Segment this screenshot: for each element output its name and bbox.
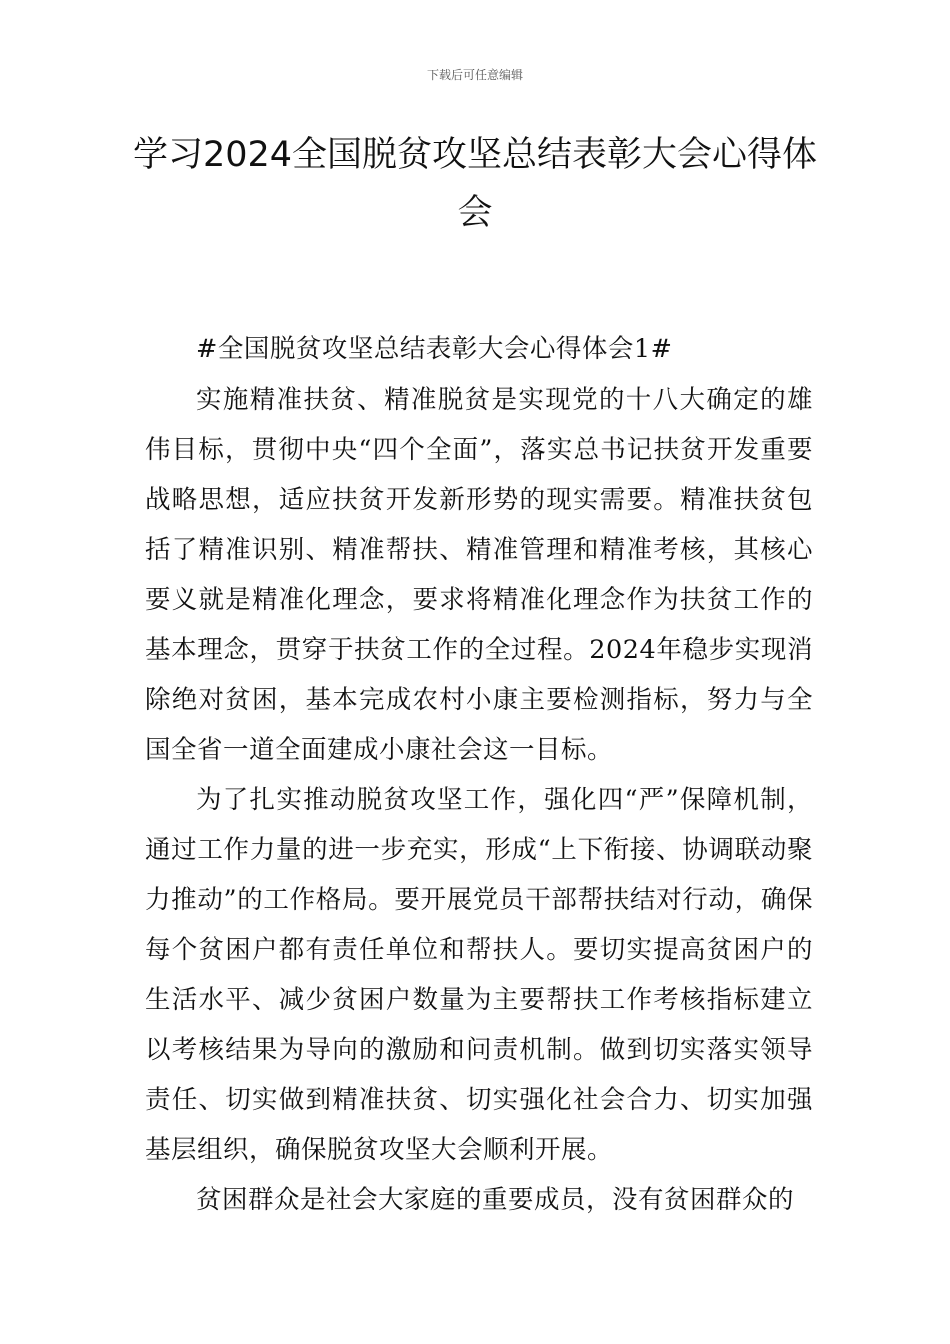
- paragraph-3: 贫困群众是社会大家庭的重要成员，没有贫困群众的: [196, 1185, 795, 1215]
- paragraph-1: 实施精准扶贫、精准脱贫是实现党的十八大确定的雄伟目标，贯彻中央“四个全面”，落实总书记扶贫开发重要战略思想，适应扶贫开发新形势的现实需要。精准扶贫包括了精准识别、精准帮扶、精准管理和精准考核，其核心要义就是精准化理念，要求将精准化理念作为扶贫工作的基本理念，贯穿于扶贫工作的全过程。2024年稳步实现消除绝对贫困，基本完成农村小康主要检测指标，努力与全国全省一道全面建成小康社会这一目标。: [145, 385, 813, 765]
- header-note: 下载后可任意编辑: [426, 68, 523, 82]
- section-heading: #全国脱贫攻坚总结表彰大会心得体会1#: [196, 334, 673, 364]
- document-body: [145, 324, 813, 1225]
- paragraph-2: 为了扎实推动脱贫攻坚工作，强化四“严”保障机制，通过工作力量的进一步充实，形成“上下衔接、协调联动聚力推动”的工作格局。要开展党员干部帮扶结对行动，确保每个贫困户都有责任单位和帮扶人。要切实提高贫困户的生活水平、减少贫困户数量为主要帮扶工作考核指标建立以考核结果为导向的激励和问责机制。做到切实落实领导责任、切实做到精准扶贫、切实强化社会合力、切实加强基层组织，确保脱贫攻坚大会顺利开展。: [145, 785, 813, 1165]
- document-title: 学习2024全国脱贫攻坚总结表彰大会心得体会: [132, 135, 818, 233]
